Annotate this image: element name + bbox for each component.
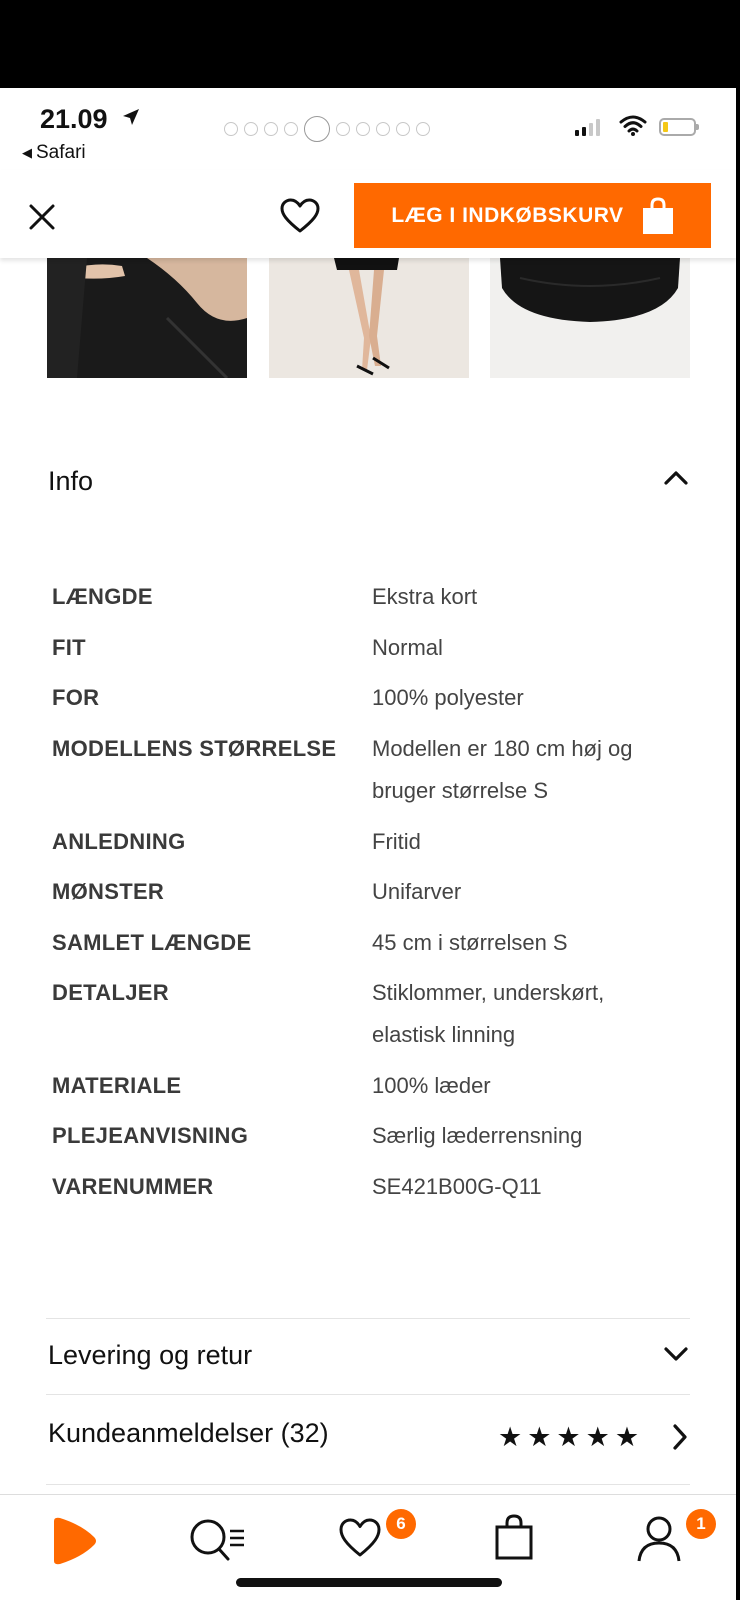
account-badge: 1 bbox=[686, 1509, 716, 1539]
search-icon[interactable] bbox=[188, 1517, 248, 1565]
app-screen bbox=[0, 88, 736, 1600]
divider bbox=[46, 1484, 690, 1485]
spec-value: Ekstra kort bbox=[372, 584, 478, 609]
battery-icon bbox=[659, 118, 696, 136]
close-icon[interactable] bbox=[28, 203, 56, 231]
page-dot bbox=[356, 122, 370, 136]
page-dot bbox=[376, 122, 390, 136]
add-to-cart-button[interactable] bbox=[354, 183, 711, 248]
product-thumbnail[interactable] bbox=[490, 258, 690, 378]
delivery-returns-row[interactable]: Levering og retur bbox=[48, 1340, 253, 1370]
spec-value: Unifarver bbox=[372, 879, 462, 904]
location-arrow-icon bbox=[121, 107, 141, 127]
reviews-row[interactable]: Kundeanmeldelser (32) bbox=[48, 1418, 329, 1448]
page-dot bbox=[416, 122, 430, 136]
spec-label: PLEJEANVISNING bbox=[52, 1123, 249, 1148]
divider bbox=[46, 1394, 690, 1395]
product-thumbnail[interactable] bbox=[269, 258, 469, 378]
spec-label: SAMLET LÆNGDE bbox=[52, 930, 252, 955]
chevron-down-icon[interactable] bbox=[664, 1346, 688, 1362]
page-dots bbox=[224, 116, 430, 142]
page-dot-active bbox=[304, 116, 330, 142]
info-section-title[interactable]: Info bbox=[48, 466, 94, 496]
heart-icon[interactable] bbox=[280, 198, 320, 234]
spec-label: LÆNGDE bbox=[52, 584, 153, 609]
spec-value: Særlig læderrensning bbox=[372, 1123, 583, 1148]
signal-icon bbox=[575, 119, 600, 136]
spec-label: MØNSTER bbox=[52, 879, 165, 904]
chevron-right-icon[interactable] bbox=[672, 1424, 688, 1450]
home-tab-icon[interactable] bbox=[48, 1517, 98, 1565]
status-time: 21.09 bbox=[40, 104, 108, 134]
spec-value: 100% læder bbox=[372, 1073, 491, 1098]
shopping-bag-icon bbox=[642, 197, 674, 235]
spec-label: ANLEDNING bbox=[52, 829, 186, 854]
product-thumbnail[interactable] bbox=[47, 258, 247, 378]
spec-value: Normal bbox=[372, 635, 443, 660]
page-dot bbox=[224, 122, 238, 136]
status-bar bbox=[0, 88, 736, 170]
chevron-up-icon[interactable] bbox=[664, 470, 688, 486]
spec-value: Modellen er 180 cm høj og bruger størrelse S bbox=[372, 736, 633, 803]
spec-value: Stiklommer, underskørt, elastisk linning bbox=[372, 980, 605, 1047]
divider bbox=[46, 1318, 690, 1319]
spec-label: FIT bbox=[52, 635, 86, 660]
rating-stars: ★★★★★ bbox=[498, 1422, 645, 1452]
product-thumbnails bbox=[0, 258, 736, 378]
page-dot bbox=[264, 122, 278, 136]
back-to-app-link[interactable] bbox=[22, 142, 86, 164]
wishlist-tab-icon[interactable] bbox=[338, 1517, 382, 1559]
spec-label: FOR bbox=[52, 685, 100, 710]
spec-label: DETALJER bbox=[52, 980, 169, 1005]
spec-label: VARENUMMER bbox=[52, 1174, 214, 1199]
user-icon[interactable] bbox=[636, 1515, 682, 1563]
back-triangle-icon: ◀ bbox=[22, 145, 32, 160]
page-dot bbox=[244, 122, 258, 136]
spec-value: 100% polyester bbox=[372, 685, 524, 710]
spec-value: SE421B00G-Q11 bbox=[372, 1174, 542, 1199]
page-dot bbox=[284, 122, 298, 136]
spec-value: 45 cm i størrelsen S bbox=[372, 930, 568, 955]
spec-label: MATERIALE bbox=[52, 1073, 182, 1098]
home-indicator bbox=[236, 1578, 502, 1587]
add-to-cart-label: LÆG I INDKØBSKURV bbox=[391, 203, 624, 227]
back-app-label: Safari bbox=[36, 142, 86, 163]
page-dot bbox=[396, 122, 410, 136]
page-dot bbox=[336, 122, 350, 136]
spec-value: Fritid bbox=[372, 829, 421, 854]
shopping-bag-icon[interactable] bbox=[494, 1513, 534, 1561]
spec-label: MODELLENS STØRRELSE bbox=[52, 736, 337, 761]
wishlist-badge: 6 bbox=[386, 1509, 416, 1539]
wifi-icon bbox=[619, 114, 647, 136]
